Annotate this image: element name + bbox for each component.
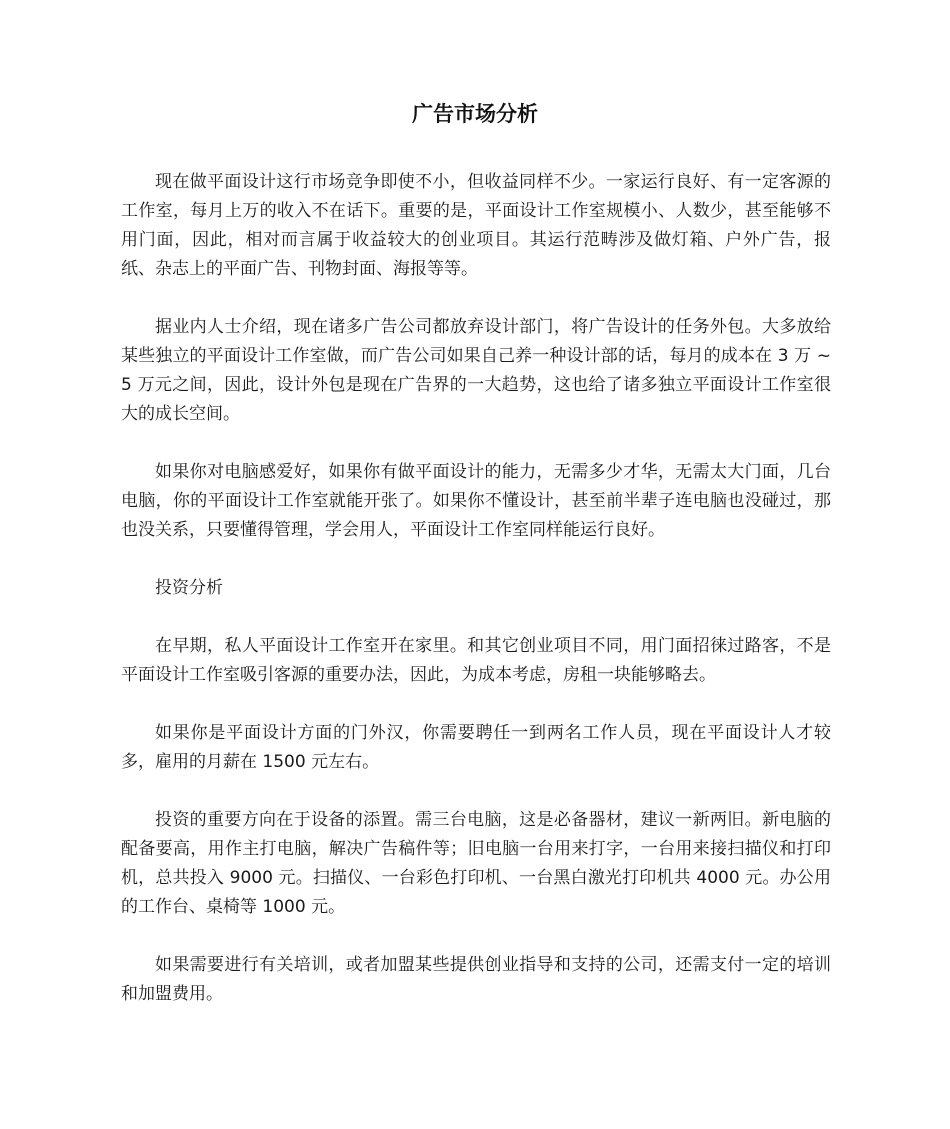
document-body xyxy=(121,168,831,1038)
document-title: 广告市场分析 xyxy=(412,102,538,126)
section-heading-investment: 投资分析 xyxy=(155,578,223,598)
paragraph-training: 如果需要进行有关培训，或者加盟某些提供创业指导和支持的公司，还需支付一定的培训和加盟费用。 xyxy=(121,955,831,1004)
paragraph-requirements: 如果你对电脑感爱好，如果你有做平面设计的能力，无需多少才华，无需太大门面，几台电脑，你的平面设计工作室就能开张了。如果你不懂设计，甚至前半辈子连电脑也没碰过，那也没关系，只要懂得管理，学会用人，平面设计工作室同样能运行良好。 xyxy=(121,462,831,540)
paragraph-early-stage: 在早期，私人平面设计工作室开在家里。和其它创业项目不同，用门面招徕过路客，不是平面设计工作室吸引客源的重要办法，因此，为成本考虑，房租一块能够略去。 xyxy=(121,636,831,685)
paragraph-intro: 现在做平面设计这行市场竞争即使不小，但收益同样不少。一家运行良好、有一定客源的工作室，每月上万的收入不在话下。重要的是，平面设计工作室规模小、人数少，甚至能够不用门面，因此，相对而言属于收益较大的创业项目。其运行范畴涉及做灯箱、户外广告，报纸、杂志上的平面广告、刊物封面、海报等等。 xyxy=(121,172,831,279)
paragraph-staffing: 如果你是平面设计方面的门外汉，你需要聘任一到两名工作人员，现在平面设计人才较多，雇用的月薪在 1500 元左右。 xyxy=(121,723,831,772)
paragraph-outsourcing: 据业内人士介绍，现在诸多广告公司都放弃设计部门，将广告设计的任务外包。大多放给某些独立的平面设计工作室做，而广告公司如果自己养一种设计部的话，每月的成本在 3 万 ~ 5 万元之间，因此，设计外包是现在广告界的一大趋势，这也给了诸多独立平面设计工作室很大的成长空间。 xyxy=(121,317,831,424)
paragraph-equipment: 投资的重要方向在于设备的添置。需三台电脑，这是必备器材，建议一新两旧。新电脑的配备要高，用作主打电脑，解决广告稿件等；旧电脑一台用来打字，一台用来接扫描仪和打印机，总共投入 9000 元。扫描仪、一台彩色打印机、一台黑白激光打印机共 4000 元。办公用的工作台、桌椅等 1000 元。 xyxy=(121,810,831,917)
